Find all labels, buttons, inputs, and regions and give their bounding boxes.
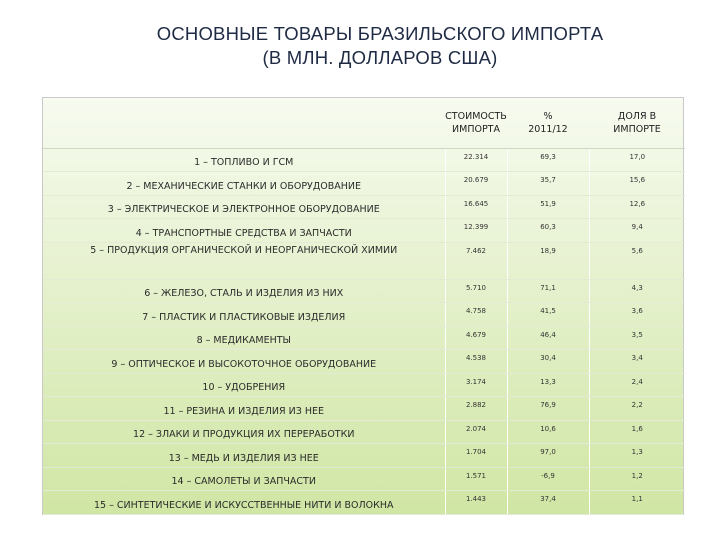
table-row [43, 350, 685, 374]
header-pct [507, 98, 589, 148]
title-line-2: (В МЛН. ДОЛЛАРОВ США) [262, 47, 498, 68]
row-name: 7 – ПЛАСТИК И ПЛАСТИКОВЫЕ ИЗДЕЛИЯ [43, 303, 445, 327]
header-blank [43, 98, 445, 148]
row-value: 1.571 [445, 467, 507, 491]
row-name: 2 – МЕХАНИЧЕСКИЕ СТАНКИ И ОБОРУДОВАНИЕ [43, 172, 445, 196]
row-value: 16.645 [445, 195, 507, 219]
row-name: 1 – ТОПЛИВО И ГСМ [43, 148, 445, 172]
table-row [43, 195, 685, 219]
row-name: 4 – ТРАНСПОРТНЫЕ СРЕДСТВА И ЗАПЧАСТИ [43, 219, 445, 243]
header-value-line2: ИМПОРТА [452, 123, 500, 135]
row-name: 11 – РЕЗИНА И ИЗДЕЛИЯ ИЗ НЕЕ [43, 397, 445, 421]
page-title [0, 22, 720, 70]
row-value: 22.314 [445, 148, 507, 172]
table-row [43, 491, 685, 515]
row-pct: 18,9 [507, 242, 589, 279]
row-share: 1,1 [589, 491, 685, 515]
row-share: 1,3 [589, 444, 685, 468]
row-share: 17,0 [589, 148, 685, 172]
row-share: 3,5 [589, 326, 685, 350]
row-pct: 71,1 [507, 279, 589, 303]
row-value: 4.679 [445, 326, 507, 350]
row-pct: 37,4 [507, 491, 589, 515]
row-pct: 30,4 [507, 350, 589, 374]
row-value: 5.710 [445, 279, 507, 303]
row-name: 14 – САМОЛЕТЫ И ЗАПЧАСТИ [43, 467, 445, 491]
row-pct: 41,5 [507, 303, 589, 327]
row-value: 7.462 [445, 242, 507, 279]
row-pct: 51,9 [507, 195, 589, 219]
row-pct: -6,9 [507, 467, 589, 491]
row-name: 9 – ОПТИЧЕСКОЕ И ВЫСОКОТОЧНОЕ ОБОРУДОВАНИЕ [43, 350, 445, 374]
row-name: 13 – МЕДЬ И ИЗДЕЛИЯ ИЗ НЕЕ [43, 444, 445, 468]
row-name: 5 – ПРОДУКЦИЯ ОРГАНИЧЕСКОЙ И НЕОРГАНИЧЕСКОЙ ХИМИИ [43, 242, 445, 279]
row-value: 1.704 [445, 444, 507, 468]
header-pct-line1: % [543, 110, 553, 122]
row-pct: 60,3 [507, 219, 589, 243]
row-share: 2,4 [589, 373, 685, 397]
row-value: 3.174 [445, 373, 507, 397]
import-table [43, 98, 685, 515]
row-pct: 35,7 [507, 172, 589, 196]
title-line-1: ОСНОВНЫЕ ТОВАРЫ БРАЗИЛЬСКОГО ИМПОРТА [156, 23, 604, 44]
row-share: 2,2 [589, 397, 685, 421]
table-row [43, 219, 685, 243]
row-pct: 46,4 [507, 326, 589, 350]
row-pct: 76,9 [507, 397, 589, 421]
header-share-line1: ДОЛЯ В [617, 110, 657, 122]
row-value: 20.679 [445, 172, 507, 196]
table-row [43, 420, 685, 444]
header-value [445, 98, 507, 148]
table-row [43, 172, 685, 196]
table-row [43, 444, 685, 468]
table-header-row [43, 98, 685, 148]
row-value: 4.538 [445, 350, 507, 374]
row-share: 3,6 [589, 303, 685, 327]
table-row [43, 242, 685, 279]
row-value: 4.758 [445, 303, 507, 327]
table-row [43, 279, 685, 303]
row-share: 5,6 [589, 242, 685, 279]
table-row [43, 397, 685, 421]
row-share: 3,4 [589, 350, 685, 374]
row-share: 12,6 [589, 195, 685, 219]
header-share-line2: ИМПОРТЕ [613, 123, 661, 135]
header-pct-line2: 2011/12 [528, 123, 568, 135]
row-name: 10 – УДОБРЕНИЯ [43, 373, 445, 397]
header-share [589, 98, 685, 148]
row-pct: 69,3 [507, 148, 589, 172]
row-name: 3 – ЭЛЕКТРИЧЕСКОЕ И ЭЛЕКТРОННОЕ ОБОРУДОВАНИЕ [43, 195, 445, 219]
row-name: 15 – СИНТЕТИЧЕСКИЕ И ИСКУССТВЕННЫЕ НИТИ И ВОЛОКНА [43, 491, 445, 515]
row-value: 1.443 [445, 491, 507, 515]
table-row [43, 467, 685, 491]
row-value: 12.399 [445, 219, 507, 243]
row-name: 6 – ЖЕЛЕЗО, СТАЛЬ И ИЗДЕЛИЯ ИЗ НИХ [43, 279, 445, 303]
row-share: 4,3 [589, 279, 685, 303]
row-share: 1,2 [589, 467, 685, 491]
row-value: 2.882 [445, 397, 507, 421]
row-share: 9,4 [589, 219, 685, 243]
table-row [43, 303, 685, 327]
table-row [43, 148, 685, 172]
row-pct: 10,6 [507, 420, 589, 444]
table-row [43, 373, 685, 397]
import-table-container [42, 97, 684, 515]
table-row [43, 326, 685, 350]
row-name: 12 – ЗЛАКИ И ПРОДУКЦИЯ ИХ ПЕРЕРАБОТКИ [43, 420, 445, 444]
row-name: 8 – МЕДИКАМЕНТЫ [43, 326, 445, 350]
row-pct: 13,3 [507, 373, 589, 397]
row-pct: 97,0 [507, 444, 589, 468]
row-share: 1,6 [589, 420, 685, 444]
row-value: 2.074 [445, 420, 507, 444]
header-value-line1: СТОИМОСТЬ [445, 110, 507, 122]
row-share: 15,6 [589, 172, 685, 196]
